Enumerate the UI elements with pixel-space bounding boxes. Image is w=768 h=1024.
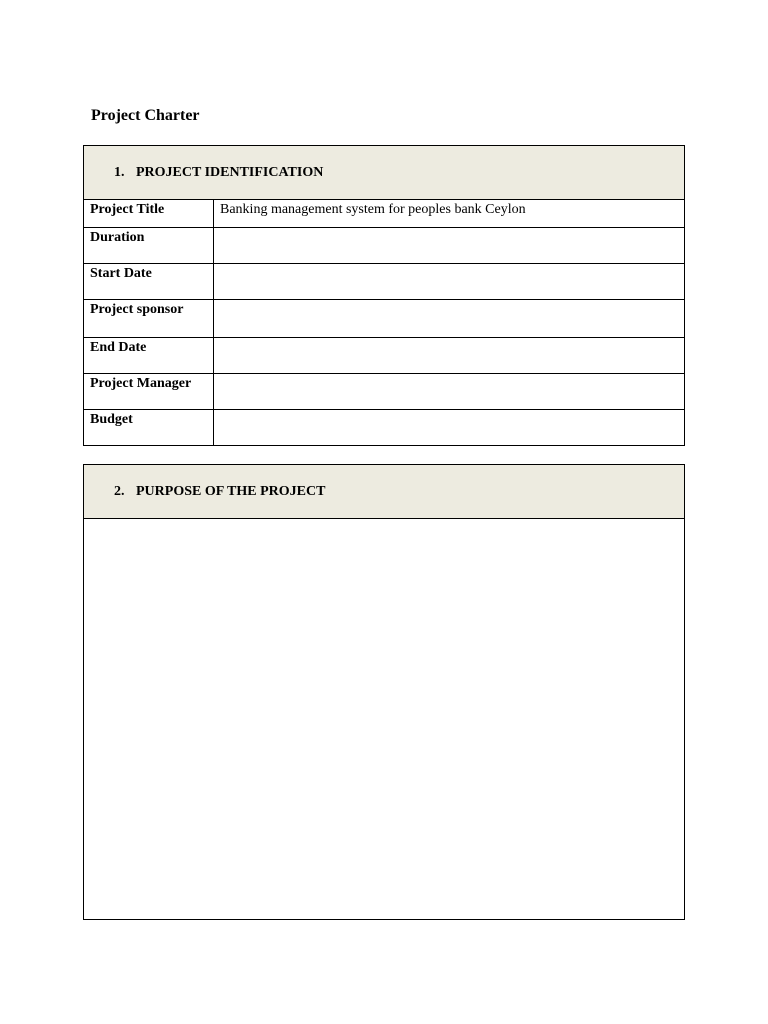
label-start-date: Start Date bbox=[84, 264, 214, 299]
purpose-text-area[interactable] bbox=[84, 519, 684, 919]
value-end-date[interactable] bbox=[214, 338, 684, 373]
label-project-manager: Project Manager bbox=[84, 374, 214, 409]
section-number: 1. bbox=[114, 165, 125, 180]
section-title: PURPOSE OF THE PROJECT bbox=[136, 484, 326, 499]
table-row-project-sponsor bbox=[84, 300, 684, 338]
table-row-project-manager bbox=[84, 374, 684, 410]
section-title: PROJECT IDENTIFICATION bbox=[136, 165, 324, 180]
label-duration: Duration bbox=[84, 228, 214, 263]
table-row-project-title bbox=[84, 200, 684, 228]
purpose-of-project-table bbox=[83, 464, 685, 920]
value-budget[interactable] bbox=[214, 410, 684, 445]
section-number: 2. bbox=[114, 484, 125, 499]
value-project-sponsor[interactable] bbox=[214, 300, 684, 337]
value-project-manager[interactable] bbox=[214, 374, 684, 409]
value-start-date[interactable] bbox=[214, 264, 684, 299]
label-budget: Budget bbox=[84, 410, 214, 445]
table-row-start-date bbox=[84, 264, 684, 300]
page-title: Project Charter bbox=[91, 107, 200, 124]
label-project-sponsor: Project sponsor bbox=[84, 300, 214, 337]
table-row-budget bbox=[84, 410, 684, 445]
section-heading bbox=[114, 146, 323, 199]
table-row-end-date bbox=[84, 338, 684, 374]
section-header-identification bbox=[84, 146, 684, 200]
label-project-title: Project Title bbox=[84, 200, 214, 227]
section-header-purpose bbox=[84, 465, 684, 519]
project-identification-table bbox=[83, 145, 685, 446]
table-row-duration bbox=[84, 228, 684, 264]
section-heading bbox=[114, 465, 325, 518]
value-project-title[interactable]: Banking management system for peoples bank Ceylon bbox=[220, 202, 526, 217]
value-duration[interactable] bbox=[214, 228, 684, 263]
label-end-date: End Date bbox=[84, 338, 214, 373]
